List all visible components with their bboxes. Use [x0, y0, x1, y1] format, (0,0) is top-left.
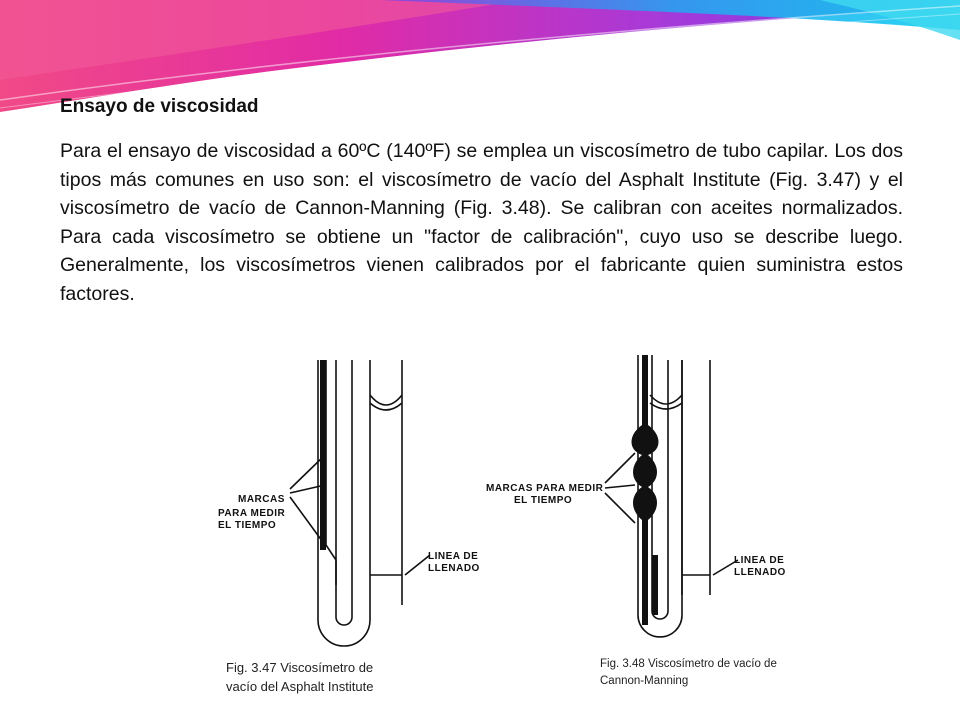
- fill-line-label: LINEA DE LLENADO: [734, 555, 786, 578]
- fill-line-label: LINEA DE LLENADO: [428, 551, 480, 574]
- slide-body-text: Para el ensayo de viscosidad a 60ºC (140ºF) se emplea un viscosímetro de tubo capilar. Los dos tipos más comunes en uso son: el viscosímetro de vacío del Asphalt Institute (Fig. 3.47) y el viscosímetro de vacío de Cannon-Manning (Fig. 3.48). Se calibran con aceites normalizados. Para cada viscosímetro se obtiene un "factor de calibración", cuyo uso se describe luego. Generalmente, los viscosímetros vienen calibrados por el fabricante quien suministra estos factores.: [60, 140, 903, 305]
- timing-marks-label: MARCAS: [238, 494, 285, 505]
- timing-marks-label-line2: PARA MEDIR EL TIEMPO: [218, 508, 286, 531]
- figure-asphalt-institute-viscometer: [210, 355, 510, 655]
- slide-heading: Ensayo de viscosidad: [60, 96, 259, 117]
- timing-marks-label: MARCAS PARA MEDIR EL TIEMPO: [486, 483, 604, 506]
- figure-caption-3-48: Fig. 3.48 Viscosímetro de vacío de Cannon-Manning: [600, 658, 777, 687]
- figure-cannon-manning-viscometer: [480, 355, 786, 645]
- figure-caption-3-47: Fig. 3.47 Viscosímetro de vacío del Asphalt Institute: [226, 660, 374, 694]
